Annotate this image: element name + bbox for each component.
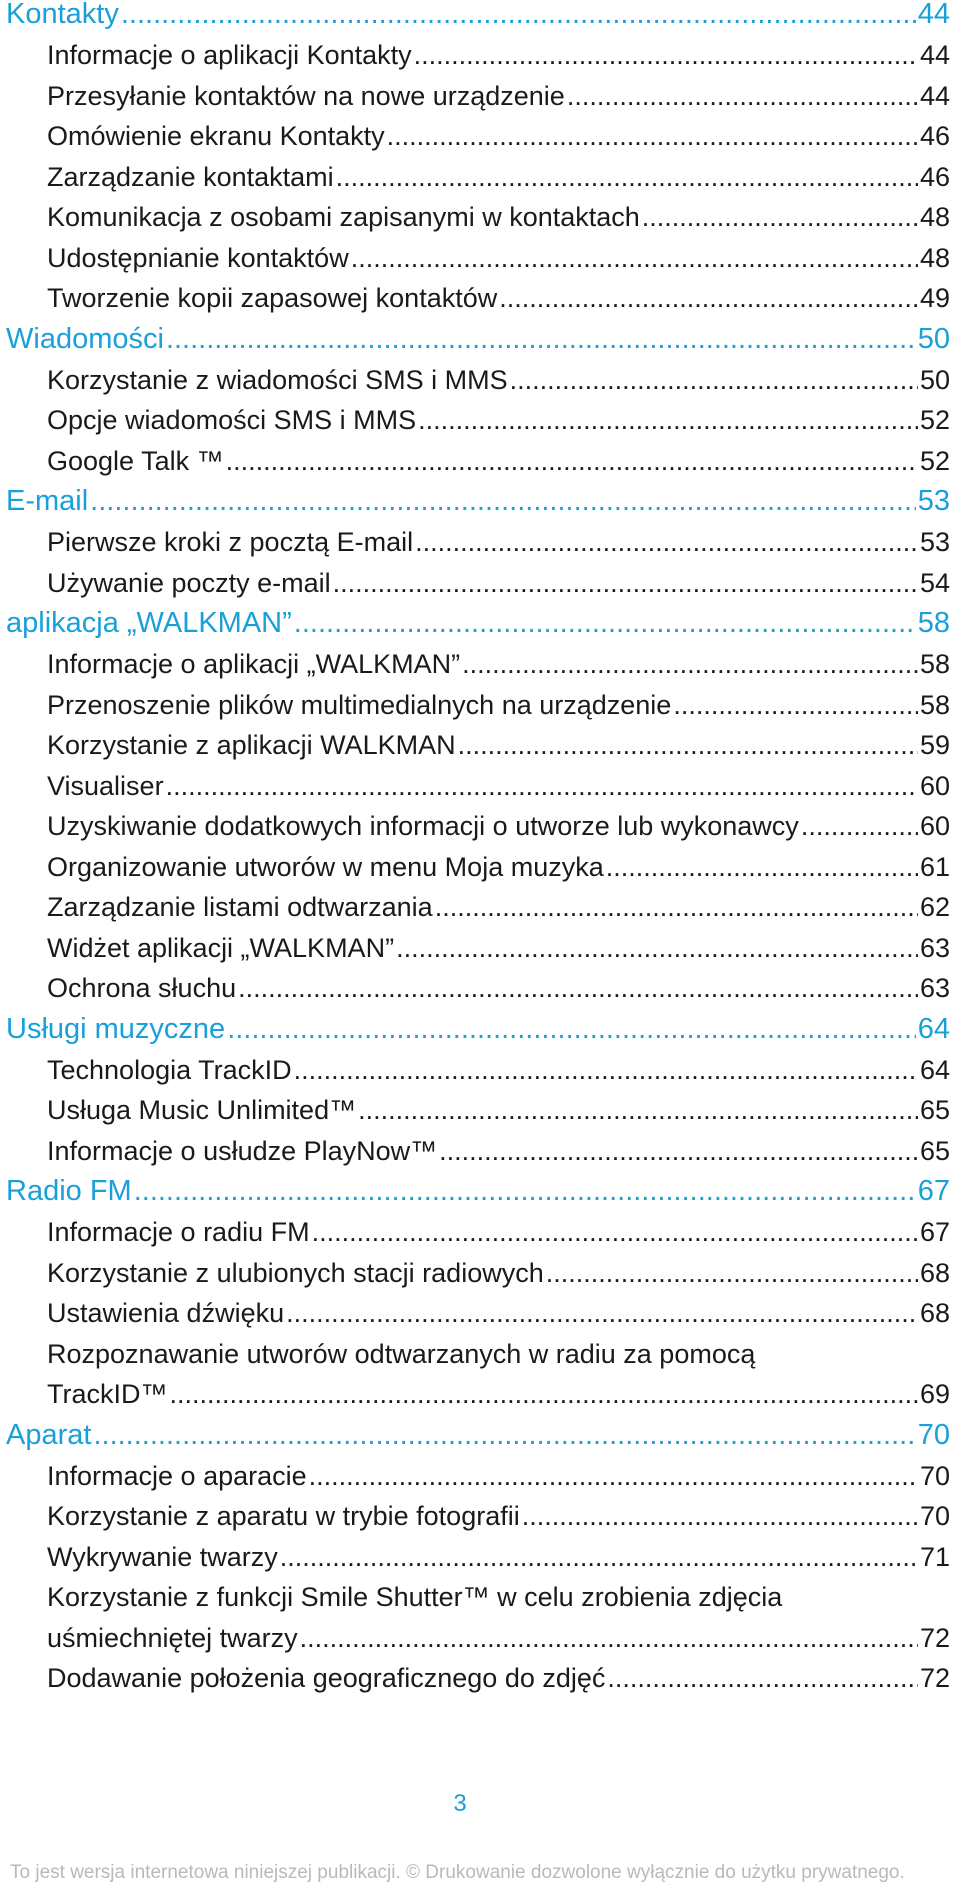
footer-note: To jest wersja internetowa niniejszej publikacji. © Drukowanie dozwolone wyłącznie do użytku prywatnego. <box>10 1862 905 1883</box>
toc-entry[interactable] <box>6 360 950 401</box>
entry-title: Tworzenie kopii zapasowej kontaktów <box>47 283 498 313</box>
dot-leader <box>280 1537 918 1578</box>
toc-entry[interactable] <box>6 766 950 807</box>
entry-page-number: 63 <box>919 973 950 1003</box>
entry-page-number: 64 <box>919 1054 950 1085</box>
dot-leader <box>439 1131 918 1172</box>
toc-entry[interactable] <box>6 441 950 482</box>
entry-title: Omówienie ekranu Kontakty <box>47 121 385 151</box>
toc-entry[interactable] <box>6 1537 950 1578</box>
entry-title: Zarządzanie kontaktami <box>47 161 334 192</box>
toc-chapter[interactable] <box>6 1009 950 1050</box>
entry-title: Pierwsze kroki z pocztą E-mail <box>47 527 414 557</box>
dot-leader <box>522 1496 918 1537</box>
entry-title: Korzystanie z aplikacji WALKMAN <box>47 730 456 760</box>
entry-page-number: 58 <box>919 689 950 720</box>
entry-page-number: 63 <box>919 932 950 963</box>
toc-chapter[interactable] <box>6 0 950 35</box>
dot-leader <box>227 1009 916 1050</box>
chapter-title: Kontakty <box>6 0 119 30</box>
entry-title-continuation: uśmiechniętej twarzy <box>47 1622 298 1653</box>
dot-leader <box>607 1658 918 1699</box>
dot-leader <box>170 1374 918 1415</box>
toc-entry[interactable] <box>6 157 950 198</box>
dot-leader <box>387 116 918 157</box>
dot-leader <box>606 847 918 888</box>
entry-page-number: 60 <box>919 811 950 841</box>
entry-page-number: 52 <box>919 445 950 476</box>
entry-title: Informacje o radiu FM <box>47 1217 310 1247</box>
toc-entry[interactable] <box>6 968 950 1009</box>
entry-page-number: 53 <box>919 527 950 557</box>
entry-page-number: 70 <box>919 1460 950 1491</box>
entry-title: Komunikacja z osobami zapisanymi w kontaktach <box>47 202 640 232</box>
entry-title: Dodawanie położenia geograficznego do zdjęć <box>47 1663 606 1693</box>
entry-title: Google Talk ™ <box>47 445 224 476</box>
entry-title: Korzystanie z wiadomości SMS i MMS <box>47 364 508 395</box>
toc-entry[interactable] <box>6 278 950 319</box>
entry-title: Usługa Music Unlimited™ <box>47 1095 357 1125</box>
toc-entry[interactable] <box>6 644 950 685</box>
dot-leader <box>351 238 918 279</box>
entry-page-number: 72 <box>919 1663 950 1693</box>
dot-leader <box>90 481 916 522</box>
toc-entry[interactable] <box>6 35 950 76</box>
entry-page-number: 68 <box>919 1298 950 1328</box>
toc-entry[interactable] <box>6 1131 950 1172</box>
entry-title: Ustawienia dźwięku <box>47 1298 285 1328</box>
toc-entry[interactable] <box>6 400 950 441</box>
chapter-title: Aparat <box>6 1418 92 1451</box>
entry-title: Technologia TrackID <box>47 1054 292 1085</box>
entry-page-number: 54 <box>919 567 950 598</box>
entry-title: Korzystanie z ulubionych stacji radiowych <box>47 1257 544 1288</box>
dot-leader <box>166 766 918 807</box>
toc-entry[interactable] <box>6 806 950 847</box>
entry-title: Informacje o aplikacji „WALKMAN” <box>47 649 461 679</box>
dot-leader <box>286 1293 918 1334</box>
entry-title: Przenoszenie plików multimedialnych na urządzenie <box>47 689 672 720</box>
entry-page-number: 71 <box>919 1541 950 1572</box>
toc-entry[interactable] <box>6 1658 950 1699</box>
entry-title: Udostępnianie kontaktów <box>47 242 349 273</box>
dot-leader <box>396 928 918 969</box>
entry-page-number: 65 <box>919 1095 950 1125</box>
entry-title: Korzystanie z aparatu w trybie fotografii <box>47 1501 520 1531</box>
entry-page-number: 44 <box>919 80 950 111</box>
chapter-title: Usługi muzyczne <box>6 1012 226 1045</box>
toc-entry[interactable] <box>6 1293 950 1334</box>
dot-leader <box>358 1090 918 1131</box>
chapter-page-number: 53 <box>917 485 950 517</box>
toc-entry[interactable] <box>6 1253 950 1294</box>
toc-entry[interactable] <box>6 685 950 726</box>
toc-chapter[interactable] <box>6 319 950 360</box>
entry-page-number: 68 <box>919 1257 950 1288</box>
chapter-page-number: 44 <box>917 0 950 30</box>
entry-page-number: 59 <box>919 730 950 760</box>
entry-page-number: 50 <box>919 364 950 395</box>
chapter-page-number: 70 <box>917 1418 950 1451</box>
entry-title: Organizowanie utworów w menu Moja muzyka <box>47 851 604 882</box>
dot-leader <box>642 197 918 238</box>
dot-leader <box>121 0 916 35</box>
entry-page-number: 62 <box>919 892 950 922</box>
toc-entry[interactable] <box>6 1090 950 1131</box>
entry-page-number: 69 <box>919 1379 950 1409</box>
dot-leader <box>435 887 918 928</box>
dot-leader <box>93 1415 915 1456</box>
entry-page-number: 48 <box>919 202 950 232</box>
chapter-title: Wiadomości <box>6 322 164 355</box>
dot-leader <box>458 725 918 766</box>
table-of-contents <box>6 0 950 1699</box>
chapter-page-number: 67 <box>917 1175 950 1207</box>
toc-entry[interactable] <box>6 116 950 157</box>
dot-leader <box>414 35 918 76</box>
dot-leader <box>415 522 918 563</box>
entry-continuation-line <box>47 1618 950 1659</box>
entry-continuation-line <box>47 1374 950 1415</box>
chapter-page-number: 58 <box>917 607 950 639</box>
dot-leader <box>312 1212 918 1253</box>
page-number: 3 <box>453 1790 467 1817</box>
entry-title: Informacje o aplikacji Kontakty <box>47 40 412 70</box>
dot-leader <box>134 1171 916 1212</box>
entry-title: Opcje wiadomości SMS i MMS <box>47 405 417 435</box>
entry-page-number: 48 <box>919 242 950 273</box>
entry-title: Rozpoznawanie utworów odtwarzanych w radiu za pomocą <box>47 1338 756 1369</box>
entry-page-number: 61 <box>919 851 950 882</box>
entry-title: Ochrona słuchu <box>47 973 237 1003</box>
dot-leader <box>300 1618 918 1659</box>
entry-title: Informacje o usłudze PlayNow™ <box>47 1135 438 1166</box>
entry-page-number: 46 <box>919 161 950 192</box>
entry-title: Visualiser <box>47 770 164 801</box>
toc-entry[interactable] <box>6 238 950 279</box>
entry-page-number: 49 <box>919 283 950 313</box>
entry-page-number: 46 <box>919 121 950 151</box>
toc-entry[interactable] <box>6 1456 950 1497</box>
toc-entry[interactable] <box>6 522 950 563</box>
dot-leader <box>333 563 918 604</box>
toc-entry[interactable] <box>6 847 950 888</box>
dot-leader <box>418 400 918 441</box>
dot-leader <box>801 806 918 847</box>
chapter-page-number: 64 <box>917 1012 950 1045</box>
dot-leader <box>226 441 918 482</box>
chapter-title: Radio FM <box>6 1175 132 1207</box>
toc-chapter[interactable] <box>6 1415 950 1456</box>
dot-leader <box>462 644 918 685</box>
entry-page-number: 52 <box>919 405 950 435</box>
dot-leader <box>673 685 918 726</box>
toc-entry[interactable] <box>6 887 950 928</box>
chapter-page-number: 50 <box>917 322 950 355</box>
toc-entry[interactable] <box>6 1334 950 1415</box>
entry-page-number: 60 <box>919 770 950 801</box>
dot-leader <box>294 1050 918 1091</box>
entry-title: Uzyskiwanie dodatkowych informacji o utworze lub wykonawcy <box>47 811 799 841</box>
entry-title: Korzystanie z funkcji Smile Shutter™ w celu zrobienia zdjęcia <box>47 1582 783 1612</box>
entry-page-number: 44 <box>919 40 950 70</box>
entry-title: Wykrywanie twarzy <box>47 1541 278 1572</box>
dot-leader <box>510 360 918 401</box>
entry-title: Widżet aplikacji „WALKMAN” <box>47 932 395 963</box>
dot-leader <box>567 76 918 117</box>
entry-page-number: 65 <box>919 1135 950 1166</box>
dot-leader <box>294 603 916 644</box>
dot-leader <box>546 1253 918 1294</box>
entry-title: Informacje o aparacie <box>47 1460 307 1491</box>
toc-entry[interactable] <box>6 1212 950 1253</box>
toc-chapter[interactable] <box>6 481 950 522</box>
entry-title: Zarządzanie listami odtwarzania <box>47 892 433 922</box>
entry-page-number: 70 <box>919 1501 950 1531</box>
toc-entry[interactable] <box>6 76 950 117</box>
dot-leader <box>336 157 918 198</box>
chapter-title: aplikacja „WALKMAN” <box>6 607 292 639</box>
dot-leader <box>238 968 918 1009</box>
dot-leader <box>309 1456 918 1497</box>
chapter-title: E-mail <box>6 485 89 517</box>
toc-chapter[interactable] <box>6 603 950 644</box>
entry-title: Używanie poczty e-mail <box>47 567 331 598</box>
dot-leader <box>499 278 918 319</box>
toc-entry[interactable] <box>6 1050 950 1091</box>
entry-title: Przesyłanie kontaktów na nowe urządzenie <box>47 80 565 111</box>
toc-entry[interactable] <box>6 563 950 604</box>
dot-leader <box>166 319 916 360</box>
toc-entry[interactable] <box>6 197 950 238</box>
entry-title-continuation: TrackID™ <box>47 1379 168 1409</box>
toc-entry[interactable] <box>6 1577 950 1658</box>
toc-entry[interactable] <box>6 1496 950 1537</box>
entry-page-number: 67 <box>919 1217 950 1247</box>
entry-page-number: 72 <box>919 1622 950 1653</box>
toc-entry[interactable] <box>6 725 950 766</box>
toc-chapter[interactable] <box>6 1171 950 1212</box>
toc-entry[interactable] <box>6 928 950 969</box>
entry-page-number: 58 <box>919 649 950 679</box>
